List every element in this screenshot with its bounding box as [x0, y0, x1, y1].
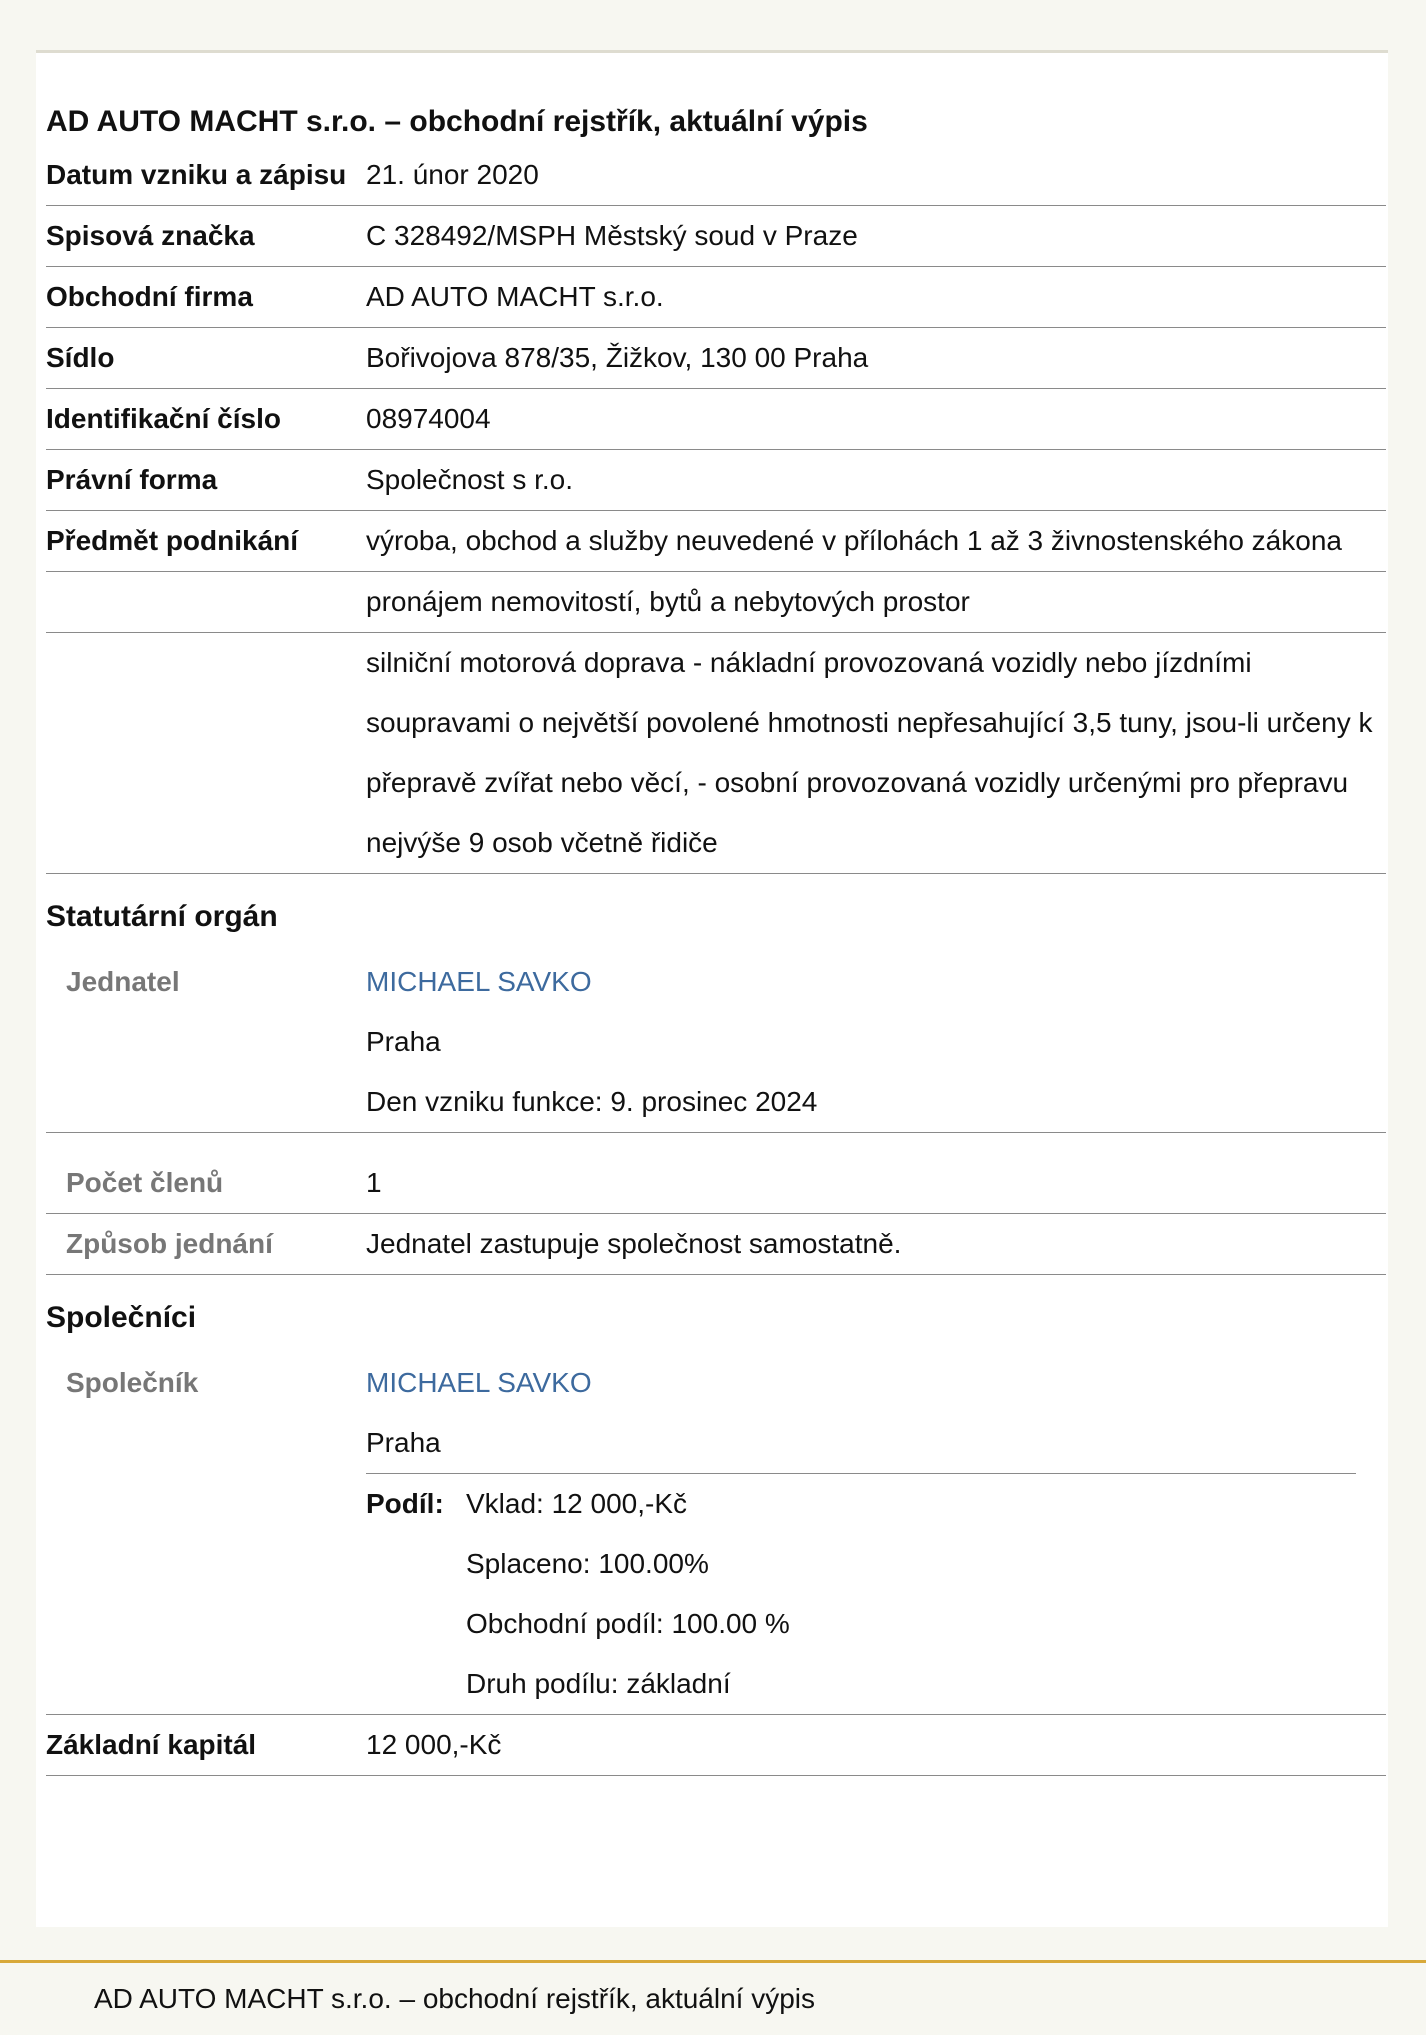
label-pocet-clenu: Počet členů [46, 1133, 366, 1214]
podil-label: Podíl: [366, 1488, 444, 1519]
row-spisova-znacka [46, 206, 1386, 267]
label-spisova-znacka: Spisová značka [46, 206, 366, 267]
value-obchodni-firma: AD AUTO MACHT s.r.o. [366, 267, 1386, 328]
value-sidlo: Bořivojova 878/35, Žižkov, 130 00 Praha [366, 328, 1386, 389]
label-sidlo: Sídlo [46, 328, 366, 389]
podil-line: Obchodní podíl: 100.00 % [466, 1608, 790, 1639]
podil-block [366, 1474, 1386, 1714]
row-pocet-clenu [46, 1133, 1386, 1214]
register-table [46, 145, 1386, 1776]
row-identifikacni-cislo [46, 389, 1386, 450]
value-pocet-clenu: 1 [366, 1133, 1386, 1214]
page-footer [0, 1960, 1426, 2035]
row-predmet-podnikani-2 [46, 572, 1386, 633]
row-zakladni-kapital [46, 1715, 1386, 1776]
label-obchodni-firma: Obchodní firma [46, 267, 366, 328]
podil-line: Druh podílu: základní [466, 1668, 731, 1699]
section-spolecnici [46, 1275, 1386, 1354]
predmet-item: pronájem nemovitostí, bytů a nebytových prostor [366, 572, 1386, 633]
predmet-item: silniční motorová doprava - nákladní provozovaná vozidly nebo jízdními soupravami o největší povolené hmotnosti nepřesahující 3,5 tuny, jsou-li určeny k přepravě zvířat nebo věcí, - osobní provozovaná vozidly určenými pro přepravu nejvýše 9 osob včetně řidiče [366, 633, 1386, 874]
value-spisova-znacka: C 328492/MSPH Městský soud v Praze [366, 206, 1386, 267]
label-jednatel: Jednatel [46, 952, 366, 1133]
row-sidlo [46, 328, 1386, 389]
jednatel-name-link[interactable]: MICHAEL SAVKO [366, 966, 592, 997]
label-spolecnik: Společník [46, 1353, 366, 1715]
row-predmet-podnikani-3 [46, 633, 1386, 874]
value-identifikacni-cislo: 08974004 [366, 389, 1386, 450]
row-zpusob-jednani [46, 1214, 1386, 1275]
spolecnik-name-link[interactable]: MICHAEL SAVKO [366, 1367, 592, 1398]
value-datum-vzniku: 21. únor 2020 [366, 145, 1386, 206]
row-jednatel [46, 952, 1386, 1133]
jednatel-since: Den vzniku funkce: 9. prosinec 2024 [366, 1086, 818, 1117]
register-page [36, 50, 1388, 1927]
row-datum-vzniku [46, 145, 1386, 206]
page-title: AD AUTO MACHT s.r.o. – obchodní rejstřík, aktuální výpis [46, 105, 868, 138]
label-zpusob-jednani: Způsob jednání [46, 1214, 366, 1275]
jednatel-city: Praha [366, 1026, 441, 1057]
row-predmet-podnikani [46, 511, 1386, 572]
spolecnik-city: Praha [366, 1427, 441, 1458]
predmet-item: výroba, obchod a služby neuvedené v přílohách 1 až 3 živnostenského zákona [366, 511, 1386, 572]
value-zakladni-kapital: 12 000,-Kč [366, 1715, 1386, 1776]
section-statutarni-organ [46, 874, 1386, 953]
row-spolecnik [46, 1353, 1386, 1715]
footer-title: AD AUTO MACHT s.r.o. – obchodní rejstřík, aktuální výpis [94, 1983, 816, 2014]
value-zpusob-jednani: Jednatel zastupuje společnost samostatně. [366, 1214, 1386, 1275]
section-heading-spolecnici: Společníci [46, 1301, 197, 1334]
label-datum-vzniku: Datum vzniku a zápisu [46, 145, 366, 206]
label-identifikacni-cislo: Identifikační číslo [46, 389, 366, 450]
podil-line: Splaceno: 100.00% [466, 1548, 709, 1579]
row-obchodni-firma [46, 267, 1386, 328]
podil-line: Vklad: 12 000,-Kč [466, 1488, 688, 1519]
row-pravni-forma [46, 450, 1386, 511]
label-zakladni-kapital: Základní kapitál [46, 1715, 366, 1776]
label-predmet-podnikani: Předmět podnikání [46, 511, 366, 572]
label-pravni-forma: Právní forma [46, 450, 366, 511]
section-heading-statutarni: Statutární orgán [46, 900, 278, 933]
value-pravni-forma: Společnost s r.o. [366, 450, 1386, 511]
